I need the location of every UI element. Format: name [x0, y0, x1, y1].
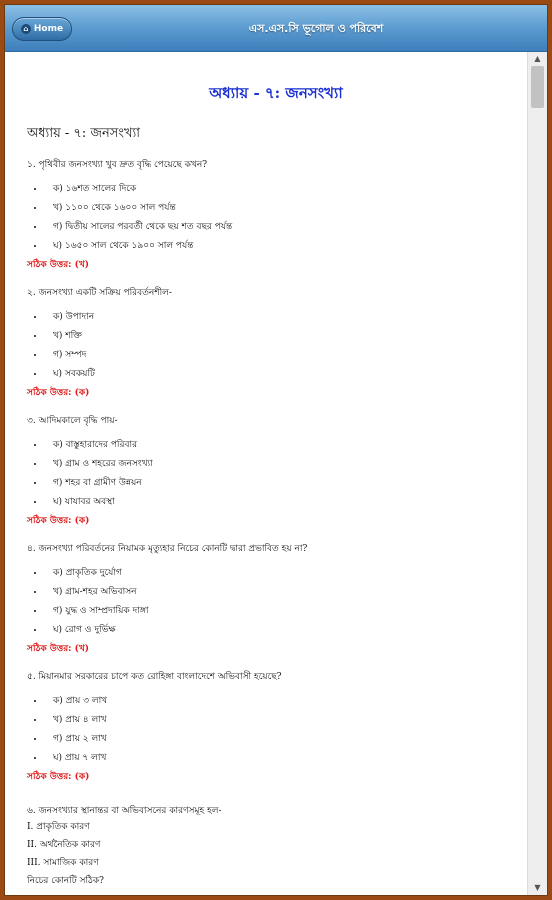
option-item: • গ) দ্বিতীয় সালের পরবর্তী থেকে ছয় শত বছর পর্যন্ত [45, 218, 525, 237]
option-list [27, 308, 525, 384]
question-text: ২. জনসংখ্যা একটি সক্রিয় পরিবর্তনশীল- [27, 288, 172, 298]
question-prompt: নিচের কোনটি সঠিক? [27, 876, 104, 886]
option-item: • ক) উপাদান [45, 308, 525, 327]
option-item: • ক) প্রায় ৩ লাখ [45, 692, 525, 711]
option-item: • গ) সম্পদ [45, 346, 525, 365]
vertical-scrollbar[interactable] [527, 52, 547, 895]
statement-item: II. অর্থনৈতিক কারণ [27, 840, 101, 850]
option-item: • খ) গ্রাম-শহর অভিবাসন [45, 583, 525, 602]
option-item: • খ) ১১০০ থেকে ১৬০০ সাল পর্যন্ত [45, 199, 525, 218]
header-bar [5, 5, 547, 52]
option-list [27, 180, 525, 256]
question-text: ৩. আদিমকালে বৃদ্ধি পায়- [27, 416, 118, 426]
correct-answer: সঠিক উত্তর: (ক) [27, 772, 90, 782]
option-item: • খ) গ্রাম ও শহরের জনসংখ্যা [45, 455, 525, 474]
option-item: • গ) প্রায় ২ লাখ [45, 730, 525, 749]
option-item: • ক) প্রাকৃতিক দুর্যোগ [45, 564, 525, 583]
app-window [4, 4, 548, 896]
question-text: ৬. জনসংখ্যার স্থানান্তর বা অভিবাসনের কারণসমূহ হল- [27, 806, 222, 816]
option-item: • খ) শক্তি [45, 327, 525, 346]
statement-item: I. প্রাকৃতিক কারণ [27, 822, 90, 832]
question-text: ৪. জনসংখ্যা পরিবর্তনের নিয়ামক মৃত্যুহার নিচের কোনটি দ্বারা প্রভাবিত হয় না? [27, 544, 308, 554]
option-item: • ঘ) যাযাবর অবস্থা [45, 493, 525, 512]
option-list [27, 564, 525, 640]
home-button[interactable] [12, 17, 72, 41]
option-item: • ক) বাস্তুহারাদের পরিবার [45, 436, 525, 455]
option-item: • খ) প্রায় ৪ লাখ [45, 711, 525, 730]
content-area[interactable] [5, 52, 525, 895]
correct-answer: সঠিক উত্তর: (ক) [27, 388, 90, 398]
option-item: • ঘ) রোগ ও দুর্ভিক্ষ [45, 621, 525, 640]
correct-answer: সঠিক উত্তর: (ক) [27, 516, 90, 526]
scroll-down-arrow-icon[interactable]: ▼ [534, 883, 541, 892]
question-text: ৫. মিয়ানমার সরকারের চাপে কত রোহিঙ্গা বাংলাদেশে অভিবাসী হয়েছে? [27, 672, 282, 682]
option-item: • ঘ) সবকয়টি [45, 365, 525, 384]
option-item: • ক) ১৬শত সালের দিকে [45, 180, 525, 199]
correct-answer: সঠিক উত্তর: (খ) [27, 260, 90, 270]
page-title: এস.এস.সি ভূগোল ও পরিবেশ [248, 22, 384, 35]
home-label: Home [33, 24, 64, 34]
option-list [27, 692, 525, 768]
option-item: • গ) যুদ্ধ ও সাম্প্রদায়িক দাঙ্গা [45, 602, 525, 621]
option-list [27, 436, 525, 512]
home-icon: ⌂ [21, 24, 31, 34]
option-item: • গ) শহর বা গ্রামীণ উন্নয়ন [45, 474, 525, 493]
scroll-up-arrow-icon[interactable]: ▲ [534, 54, 541, 63]
option-item: • ঘ) প্রায় ৭ লাখ [45, 749, 525, 768]
scrollbar-thumb[interactable] [531, 66, 544, 108]
chapter-title: অধ্যায় - ৭: জনসংখ্যা [209, 84, 343, 102]
option-item: • ঘ) ১৬৫০ সাল থেকে ১৯০০ সাল পর্যন্ত [45, 237, 525, 256]
question-text: ১. পৃথিবীর জনসংখ্যা খুব দ্রুত বৃদ্ধি পেয়েছে কখন? [27, 160, 208, 170]
statement-item: III. সামাজিক কারণ [27, 858, 99, 868]
chapter-subtitle: অধ্যায় - ৭: জনসংখ্যা [27, 126, 141, 141]
correct-answer: সঠিক উত্তর: (খ) [27, 644, 90, 654]
